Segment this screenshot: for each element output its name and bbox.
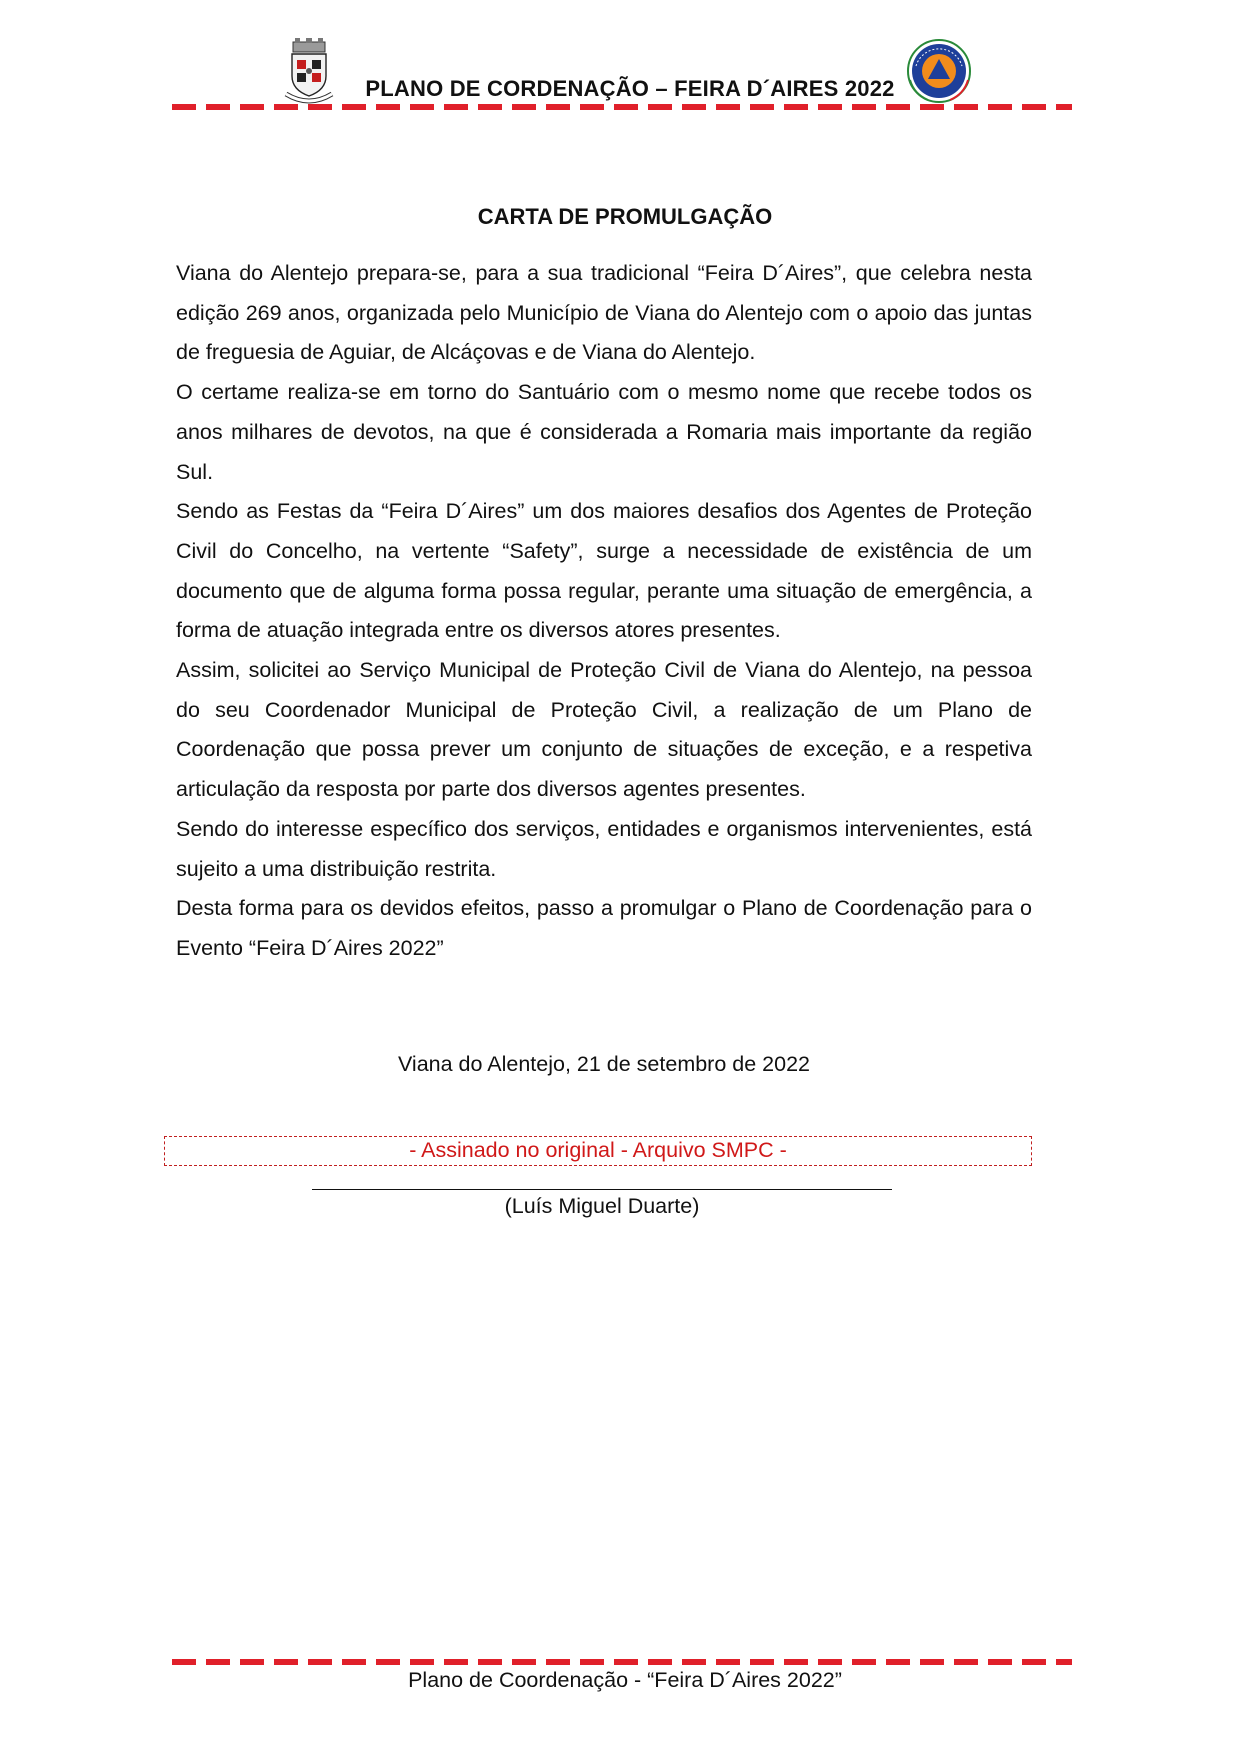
paragraph: Sendo do interesse específico dos serviços, entidades e organismos intervenientes, está sujeito a uma distribuição restrita. [176,816,1032,881]
document-title: CARTA DE PROMULGAÇÃO [477,204,773,229]
signature-line [312,1189,892,1190]
signed-original-note: - Assinado no original - Arquivo SMPC - [164,1136,1032,1166]
paragraph: O certame realiza-se em torno do Santuário com o mesmo nome que recebe todos os anos milhares de devotos, na que é considerada a Romaria mais importante da região Sul. [176,380,1032,484]
header-divider [172,104,1072,110]
municipal-coat-of-arms-logo [280,38,338,106]
date-line: Viana do Alentejo, 21 de setembro de 2022 [397,1052,810,1076]
paragraph: Viana do Alentejo prepara-se, para a sua tradicional “Feira D´Aires”, que celebra nesta edição 269 anos, organizada pelo Município de Viana do Alentejo com o apoio das juntas de freguesia de Aguiar, de Alcáçovas e de Viana do Alentejo. [176,261,1032,365]
signer-name: (Luís Miguel Duarte) [504,1194,700,1218]
paragraph: Assim, solicitei ao Serviço Municipal de Proteção Civil de Viana do Alentejo, na pessoa do seu Coordenador Municipal de Proteção Civil, a realização de um Plano de Coordenação que possa prever um conjunto de situações de exceção, e a respetiva articulação da resposta por parte dos diversos agentes presentes. [176,658,1032,802]
header-title: PLANO DE CORDENAÇÃO – FEIRA D´AIRES 2022 [365,76,895,101]
document-body [176,254,1032,969]
civil-protection-emblem-logo [906,38,972,104]
paragraph: Sendo as Festas da “Feira D´Aires” um dos maiores desafios dos Agentes de Proteção Civil do Concelho, na vertente “Safety”, surge a necessidade de existência de um documento que de alguma forma possa regular, perante uma situação de emergência, a forma de atuação integrada entre os diversos atores presentes. [176,499,1032,643]
footer-text: Plano de Coordenação - “Feira D´Aires 2022” [408,1668,842,1692]
paragraph: Desta forma para os devidos efeitos, passo a promulgar o Plano de Coordenação para o Evento “Feira D´Aires 2022” [176,896,1032,960]
footer-divider [172,1659,1072,1665]
